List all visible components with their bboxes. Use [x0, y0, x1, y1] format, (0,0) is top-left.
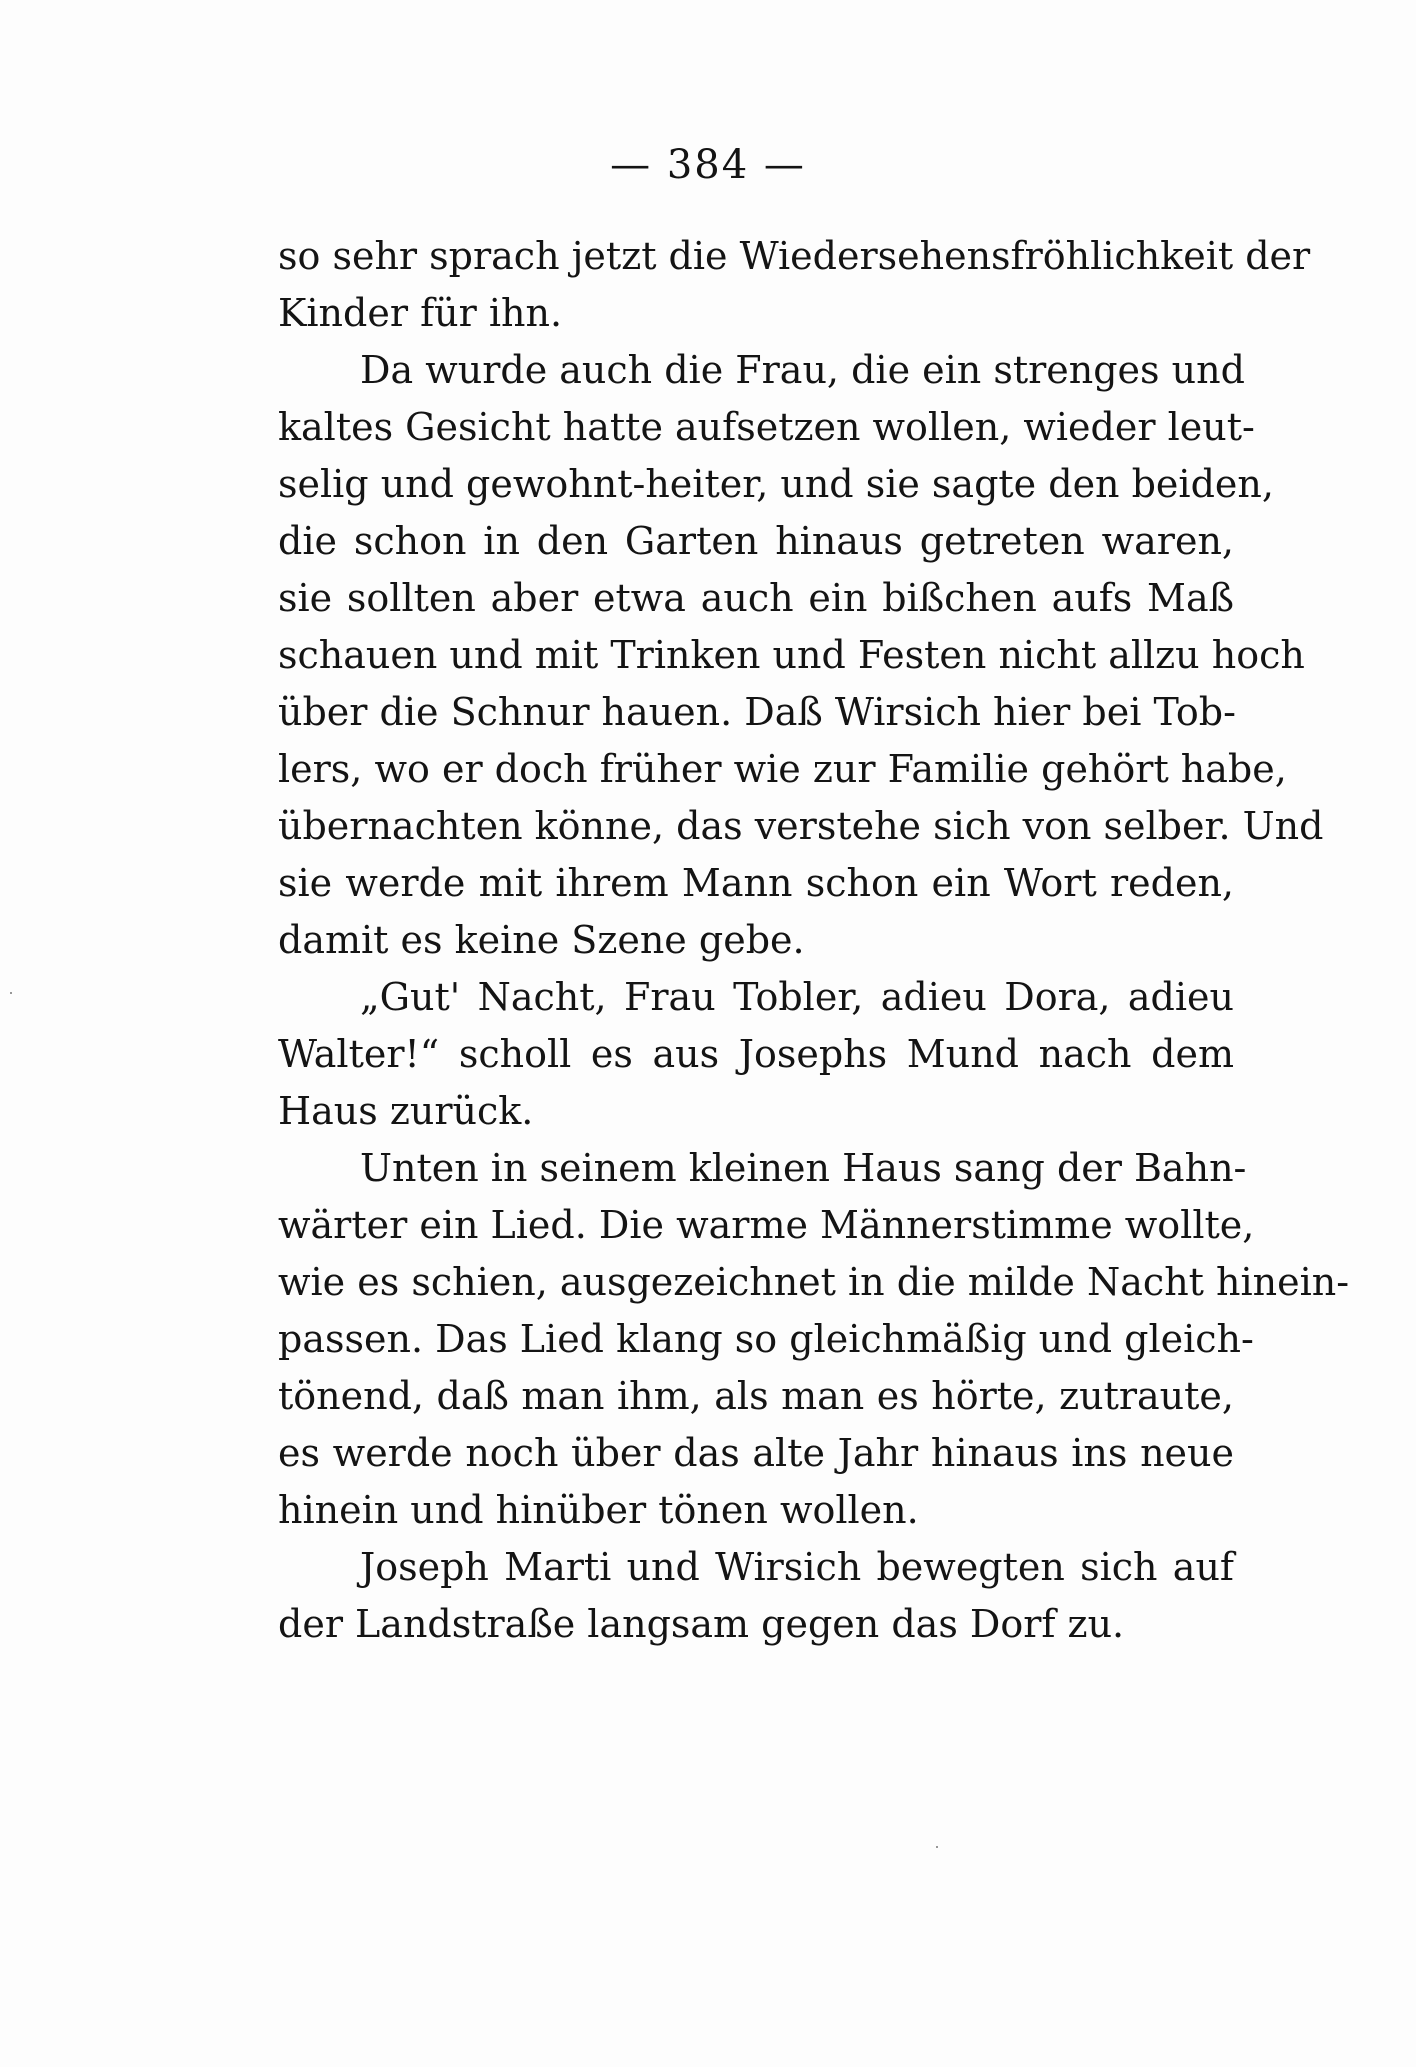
paper-speck — [10, 992, 12, 994]
text-line: Kinder für ihn. — [278, 291, 563, 335]
text-line: übernachten könne, das verstehe sich von selber. Und — [278, 804, 1324, 848]
text-line: damit es keine Szene gebe. — [278, 918, 805, 962]
body-text — [278, 228, 1350, 1653]
text-line: „Gut' Nacht, Frau Tobler, adieu Dora, adieu — [360, 975, 1234, 1019]
text-line: passen. Das Lied klang so gleichmäßig und gleich- — [278, 1317, 1254, 1361]
text-line: lers, wo er doch früher wie zur Familie gehört habe, — [278, 747, 1287, 791]
text-line: sie werde mit ihrem Mann schon ein Wort reden, — [278, 861, 1234, 905]
text-line: Unten in seinem kleinen Haus sang der Bahn- — [360, 1146, 1247, 1190]
text-line: über die Schnur hauen. Daß Wirsich hier bei Tob- — [278, 690, 1236, 734]
text-line: Haus zurück. — [278, 1089, 534, 1133]
text-line: Da wurde auch die Frau, die ein strenges und — [360, 348, 1245, 392]
paper-speck — [936, 1846, 938, 1848]
text-line: Joseph Marti und Wirsich bewegten sich auf — [360, 1545, 1234, 1589]
text-line: es werde noch über das alte Jahr hinaus ins neue — [278, 1431, 1234, 1475]
text-line: wie es schien, ausgezeichnet in die milde Nacht hinein- — [278, 1260, 1350, 1304]
text-line: die schon in den Garten hinaus getreten waren, — [278, 519, 1234, 563]
text-line: tönend, daß man ihm, als man es hörte, zutraute, — [278, 1374, 1234, 1418]
text-line: schauen und mit Trinken und Festen nicht allzu hoch — [278, 633, 1305, 677]
text-line: der Landstraße langsam gegen das Dorf zu. — [278, 1602, 1125, 1646]
text-line: sie sollten aber etwa auch ein bißchen aufs Maß — [278, 576, 1234, 620]
text-line: selig und gewohnt-heiter, und sie sagte den beiden, — [278, 462, 1274, 506]
text-line: Walter!“ scholl es aus Josephs Mund nach dem — [278, 1032, 1234, 1076]
text-line: so sehr sprach jetzt die Wiedersehensfröhlichkeit der — [278, 234, 1311, 278]
text-line: kaltes Gesicht hatte aufsetzen wollen, wieder leut- — [278, 405, 1255, 449]
page-number: — 384 — — [610, 142, 806, 188]
text-line: hinein und hinüber tönen wollen. — [278, 1488, 919, 1532]
text-line: wärter ein Lied. Die warme Männerstimme wollte, — [278, 1203, 1255, 1247]
